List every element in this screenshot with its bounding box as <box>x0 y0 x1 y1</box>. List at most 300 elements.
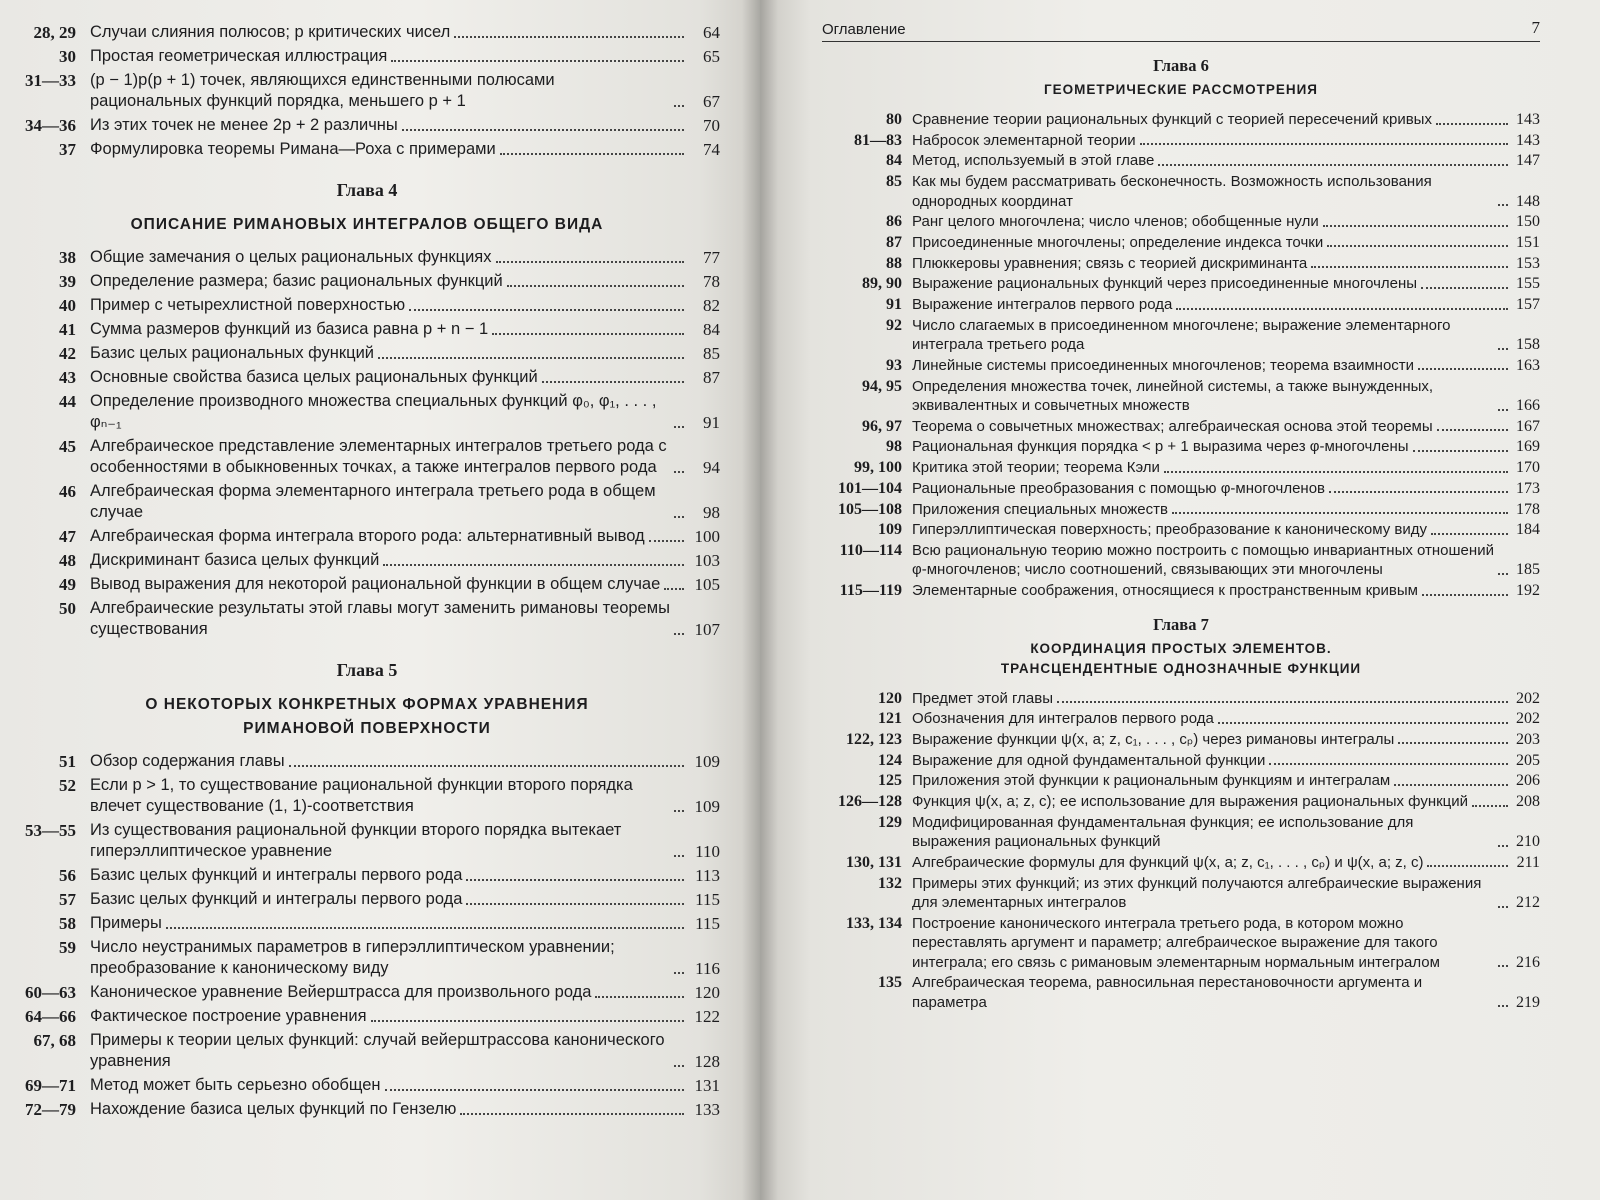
entry-title: Примеры к теории целых функций: случай вейерштрассова канонического уравнения <box>90 1031 665 1070</box>
page-reference: 167 <box>1516 417 1540 435</box>
section-number: 91 <box>886 296 902 313</box>
toc-entry <box>14 820 720 862</box>
entry-body <box>90 820 720 862</box>
page-reference: 163 <box>1516 356 1540 374</box>
entry-title: Определения множества точек, линейной системы, а также вынужденных, эквивалентных и совычетных множеств <box>912 377 1434 415</box>
toc-entry <box>822 151 1540 171</box>
toc-entry <box>822 730 1540 750</box>
entry-title: Примеры этих функций; из этих функций получаются алгебраические выражения для элементарных интегралов <box>912 874 1482 912</box>
entry-title: Алгебраические результаты этой главы могут заменить римановы теоремы существования <box>90 599 670 638</box>
entry-title: Приложения специальных множеств <box>912 500 1168 518</box>
dot-leader <box>1158 164 1508 166</box>
toc-entry <box>14 550 720 571</box>
toc-entry <box>14 751 720 772</box>
entry-body <box>90 343 720 364</box>
entry-title: Если p > 1, то существование рациональной функции второго порядка влечет существование (1, 1)-соответствия <box>90 776 633 815</box>
entry-body <box>912 316 1540 355</box>
section-number: 48 <box>59 551 76 570</box>
chapter-7-heading <box>822 615 1540 679</box>
toc-entry <box>822 458 1540 478</box>
dot-leader <box>466 879 684 881</box>
section-number: 56 <box>59 866 76 885</box>
page-number: 7 <box>1531 18 1540 37</box>
page-reference: 151 <box>1516 233 1540 251</box>
dot-leader <box>1431 533 1508 535</box>
entry-title: Формулировка теоремы Римана—Роха с примерами <box>90 140 496 158</box>
dot-leader <box>1413 450 1508 452</box>
section-number: 98 <box>886 438 902 456</box>
entry-body <box>912 417 1540 437</box>
page-reference: 78 <box>703 272 720 291</box>
page-reference: 206 <box>1516 772 1540 790</box>
entry-title: Обозначения для интегралов первого рода <box>912 710 1214 728</box>
section-number: 42 <box>59 344 76 363</box>
section-number: 72—79 <box>25 1100 76 1119</box>
section-number: 58 <box>59 914 76 933</box>
entry-body <box>912 689 1540 709</box>
page-reference: 170 <box>1516 459 1540 477</box>
entry-title: Критика этой теории; теорема Кэли <box>912 459 1160 477</box>
section-number: 133, 134 <box>846 914 902 932</box>
entry-title: Теорема о совычетных множествах; алгебраическая основа этой теоремы <box>912 417 1433 435</box>
entry-body <box>90 139 720 160</box>
entry-title: Ранг целого многочлена; число членов; обобщенные нули <box>912 213 1319 231</box>
entry-title: Дискриминант базиса целых функций <box>90 551 380 569</box>
section-number: 41 <box>59 320 76 339</box>
section-number: 105—108 <box>838 500 902 518</box>
page-reference: 122 <box>694 1007 720 1026</box>
chapter-6-heading <box>822 56 1540 100</box>
toc-entry <box>822 377 1540 416</box>
section-number: 85 <box>886 173 902 191</box>
section-number: 50 <box>59 599 76 618</box>
page-reference: 202 <box>1516 689 1540 707</box>
entry-title: Определение размера; базис рациональных функций <box>90 272 503 290</box>
page-reference: 158 <box>1516 336 1540 354</box>
dot-leader <box>1421 287 1508 289</box>
section-number: 135 <box>878 974 902 992</box>
section-number: 130, 131 <box>846 853 902 871</box>
section-number: 120 <box>878 689 902 707</box>
page-reference: 91 <box>703 413 720 432</box>
dot-leader <box>1218 722 1508 724</box>
toc-entry <box>14 937 720 979</box>
page-reference: 131 <box>694 1076 720 1095</box>
section-number: 109 <box>878 521 902 539</box>
entry-title: Выражение для одной фундаментальной функции <box>912 751 1266 769</box>
chapter-title-line-2: ТРАНСЦЕНДЕНТНЫЕ ОДНОЗНАЧНЫЕ ФУНКЦИИ <box>1000 660 1362 676</box>
chapter-number: Глава 6 <box>1153 56 1209 75</box>
page-reference: 103 <box>694 551 720 570</box>
entry-body <box>90 295 720 316</box>
entry-title: Каноническое уравнение Вейерштрасса для произвольного рода <box>90 983 592 1001</box>
entry-body <box>90 481 720 523</box>
entry-title: Построение канонического интеграла третьего рода, в котором можно переставлять аргумент и параметр; алгебраическое выражение для такого интеграла; его связь с римановым элементарным нормальным интегралом <box>912 914 1440 971</box>
toc-entry <box>822 356 1540 376</box>
toc-entry <box>822 581 1540 601</box>
toc-group-right-2 <box>822 689 1540 1013</box>
entry-body <box>912 131 1540 151</box>
entry-body <box>90 319 720 340</box>
chapter-number: Глава 5 <box>336 660 398 680</box>
toc-entry <box>14 574 720 595</box>
entry-body <box>90 865 720 886</box>
running-header <box>822 18 1540 42</box>
toc-entry <box>14 22 720 43</box>
section-number: 81—83 <box>854 131 902 149</box>
dot-leader <box>1172 512 1508 514</box>
toc-entry <box>14 343 720 364</box>
dot-leader <box>1422 594 1508 596</box>
section-number: 80 <box>886 111 902 128</box>
section-number: 101—104 <box>838 479 902 497</box>
entry-body <box>90 22 720 43</box>
dot-leader <box>289 765 684 767</box>
page-reference: 192 <box>1516 582 1540 600</box>
dot-leader <box>1437 429 1508 431</box>
dot-leader <box>542 381 684 383</box>
page-reference: 109 <box>694 797 720 816</box>
page-reference: 74 <box>703 140 720 159</box>
entry-title: Примеры <box>90 914 162 932</box>
running-head-title: Оглавление <box>822 21 906 38</box>
toc-entry <box>822 874 1540 913</box>
toc-entry <box>14 46 720 67</box>
page-reference: 84 <box>703 320 720 339</box>
section-number: 51 <box>59 752 76 771</box>
page-reference: 110 <box>695 842 720 861</box>
dot-leader <box>492 333 684 335</box>
toc-entry <box>822 500 1540 520</box>
entry-title: Основные свойства базиса целых рациональных функций <box>90 368 538 386</box>
toc-group-right-1 <box>822 110 1540 601</box>
dot-leader <box>1436 123 1508 125</box>
entry-title: Определение производного множества специальных функций φ₀, φ₁, . . . , φₙ₋₁ <box>90 392 657 431</box>
toc-entry <box>14 889 720 910</box>
dot-leader <box>1498 204 1508 206</box>
section-number: 110—114 <box>839 541 902 559</box>
toc-entry <box>822 479 1540 499</box>
entry-body <box>912 295 1540 315</box>
dot-leader <box>383 564 684 566</box>
section-number: 34—36 <box>25 116 76 135</box>
page-reference: 82 <box>703 296 720 315</box>
chapter-title-line-1: О НЕКОТОРЫХ КОНКРЕТНЫХ ФОРМАХ УРАВНЕНИЯ <box>145 696 589 713</box>
section-number: 88 <box>886 254 902 272</box>
entry-body <box>912 254 1540 274</box>
entry-body <box>912 541 1540 580</box>
entry-body <box>912 771 1540 791</box>
toc-entry <box>14 295 720 316</box>
page-reference: 203 <box>1516 730 1540 748</box>
page-reference: 169 <box>1516 438 1540 456</box>
entry-title: Базис целых рациональных функций <box>90 344 375 362</box>
entry-body <box>912 973 1540 1012</box>
entry-title: Алгебраическая форма элементарного интеграла третьего рода в общем случае <box>90 482 656 521</box>
page-reference: 153 <box>1516 254 1540 272</box>
page-reference: 210 <box>1516 833 1540 851</box>
toc-entry <box>822 520 1540 540</box>
entry-title: Приложения этой функции к рациональным функциям и интегралам <box>912 772 1391 790</box>
dot-leader <box>1472 805 1508 807</box>
page-reference: 105 <box>694 575 720 594</box>
section-number: 64—66 <box>25 1007 76 1026</box>
entry-body <box>912 377 1540 416</box>
entry-title: Рациональная функция порядка < p + 1 выразима через φ-многочлены <box>912 438 1409 456</box>
dot-leader <box>454 36 684 38</box>
toc-entry <box>822 254 1540 274</box>
entry-body <box>912 458 1540 478</box>
entry-title: Базис целых функций и интегралы первого рода <box>90 890 463 908</box>
toc-entry <box>14 1030 720 1072</box>
dot-leader <box>1311 266 1508 268</box>
entry-title: Выражение интегралов первого рода <box>912 296 1173 313</box>
dot-leader <box>507 285 684 287</box>
page-reference: 64 <box>703 23 720 42</box>
toc-entry <box>822 172 1540 211</box>
section-number: 124 <box>878 751 902 769</box>
toc-entry <box>822 316 1540 355</box>
entry-title: Присоединенные многочлены; определение индекса точки <box>912 233 1324 251</box>
section-number: 28, 29 <box>33 23 76 42</box>
entry-body <box>90 775 720 817</box>
page-reference: 157 <box>1516 296 1540 313</box>
entry-title: Число слагаемых в присоединенном многочлене; выражение элементарного интеграла третьего рода <box>912 316 1451 354</box>
entry-title: Обзор содержания главы <box>90 752 285 770</box>
entry-body <box>912 479 1540 499</box>
section-number: 93 <box>886 356 902 374</box>
toc-entry <box>14 598 720 640</box>
entry-body <box>912 356 1540 376</box>
entry-title: Метод, используемый в этой главе <box>912 152 1155 170</box>
entry-body <box>912 172 1540 211</box>
toc-group-left-3 <box>14 751 720 1120</box>
chapter-title-line-1: КООРДИНАЦИЯ ПРОСТЫХ ЭЛЕМЕНТОВ. <box>1030 640 1332 656</box>
entry-body <box>912 874 1540 913</box>
entry-body <box>90 1006 720 1027</box>
toc-entry <box>14 247 720 268</box>
section-number: 122, 123 <box>846 730 902 748</box>
dot-leader <box>1498 573 1508 575</box>
page-reference: 120 <box>694 983 720 1002</box>
page-reference: 85 <box>703 344 720 363</box>
toc-entry <box>822 853 1540 873</box>
dot-leader <box>1057 701 1508 703</box>
chapter-title: ОПИСАНИЕ РИМАНОВЫХ ИНТЕГРАЛОВ ОБЩЕГО ВИДА <box>130 216 604 233</box>
entry-body <box>912 853 1540 873</box>
entry-body <box>90 751 720 772</box>
page-reference: 147 <box>1516 152 1540 170</box>
dot-leader <box>649 540 684 542</box>
entry-body <box>912 274 1540 294</box>
toc-entry <box>14 115 720 136</box>
entry-body <box>90 913 720 934</box>
toc-entry <box>822 295 1540 315</box>
entry-title: Предмет этой главы <box>912 689 1053 707</box>
entry-title: Из существования рациональной функции второго порядка вытекает гиперэллиптическое уравнение <box>90 821 622 860</box>
toc-entry <box>14 70 720 112</box>
section-number: 43 <box>59 368 76 387</box>
section-number: 99, 100 <box>854 459 902 477</box>
entry-body <box>90 247 720 268</box>
section-number: 57 <box>59 890 76 909</box>
page-reference: 87 <box>703 368 720 387</box>
entry-body <box>90 1075 720 1096</box>
toc-entry <box>822 541 1540 580</box>
entry-title: Всю рациональную теорию можно построить с помощью инвариантных отношений φ-многочленов; число соотношений, связывающих эти многочлены <box>912 541 1494 579</box>
dot-leader <box>1498 1005 1508 1007</box>
page-reference: 208 <box>1516 793 1540 810</box>
dot-leader <box>1323 225 1508 227</box>
page-reference: 216 <box>1516 953 1540 971</box>
dot-leader <box>1394 784 1508 786</box>
page-reference: 155 <box>1516 275 1540 293</box>
chapter-title: ГЕОМЕТРИЧЕСКИЕ РАССМОТРЕНИЯ <box>1043 82 1318 97</box>
entry-title: Базис целых функций и интегралы первого рода <box>90 866 463 884</box>
chapter-title-line-2: РИМАНОВОЙ ПОВЕРХНОСТИ <box>243 720 491 737</box>
page-reference: 116 <box>695 959 720 978</box>
page-reference: 173 <box>1516 479 1540 497</box>
entry-body <box>90 937 720 979</box>
page-reference: 205 <box>1516 751 1540 769</box>
page-reference: 202 <box>1516 710 1540 728</box>
entry-title: Сравнение теории рациональных функций с теорией пересечений кривых <box>912 111 1432 128</box>
page-reference: 211 <box>1516 853 1540 871</box>
toc-entry <box>14 1099 720 1120</box>
entry-body <box>912 110 1540 130</box>
dot-leader <box>1498 348 1508 350</box>
entry-body <box>90 889 720 910</box>
entry-title: Метод может быть серьезно обобщен <box>90 1076 381 1094</box>
page-reference: 113 <box>695 866 720 885</box>
toc-entry <box>14 526 720 547</box>
entry-title: Элементарные соображения, относящиеся к пространственным кривым <box>912 582 1418 600</box>
section-number: 44 <box>59 392 76 411</box>
section-number: 86 <box>886 213 902 231</box>
section-number: 46 <box>59 482 76 501</box>
dot-leader <box>1164 471 1508 473</box>
dot-leader <box>1418 368 1508 370</box>
toc-entry <box>822 274 1540 294</box>
dot-leader <box>1498 965 1508 967</box>
page-reference: 185 <box>1516 561 1540 579</box>
dot-leader <box>674 972 684 974</box>
section-number: 96, 97 <box>862 417 902 435</box>
page-reference: 148 <box>1516 192 1540 210</box>
section-number: 39 <box>59 272 76 291</box>
entry-body <box>912 437 1540 457</box>
entry-body <box>912 233 1540 253</box>
entry-title: Простая геометрическая иллюстрация <box>90 47 388 65</box>
section-number: 126—128 <box>838 793 902 810</box>
section-number: 31—33 <box>25 71 76 90</box>
right-page <box>760 0 1600 1200</box>
page-reference: 70 <box>703 116 720 135</box>
dot-leader <box>466 903 684 905</box>
toc-entry <box>14 391 720 433</box>
section-number: 125 <box>878 772 902 790</box>
dot-leader <box>674 633 684 635</box>
section-number: 87 <box>886 233 902 251</box>
entry-body <box>912 581 1540 601</box>
entry-title: Гиперэллиптическая поверхность; преобразование к каноническому виду <box>912 521 1428 539</box>
entry-title: Выражение рациональных функций через присоединенные многочлены <box>912 275 1418 293</box>
entry-title: Как мы будем рассматривать бесконечность. Возможность использования однородных координат <box>912 173 1432 210</box>
entry-title: Алгебраическая теорема, равносильная перестановочности аргумента и параметра <box>912 974 1423 1011</box>
dot-leader <box>378 357 684 359</box>
dot-leader <box>1269 763 1508 765</box>
dot-leader <box>391 60 684 62</box>
entry-body <box>90 46 720 67</box>
toc-entry <box>14 139 720 160</box>
page-reference: 115 <box>695 890 720 909</box>
entry-body <box>90 526 720 547</box>
page-reference: 143 <box>1516 111 1540 128</box>
section-number: 94, 95 <box>862 377 902 395</box>
page-reference: 77 <box>703 248 720 267</box>
entry-title: Из этих точек не менее 2p + 2 различны <box>90 116 398 134</box>
section-number: 89, 90 <box>862 275 902 293</box>
dot-leader <box>166 927 684 929</box>
entry-body <box>90 271 720 292</box>
dot-leader <box>1176 308 1508 310</box>
dot-leader <box>674 105 684 107</box>
toc-entry <box>14 1006 720 1027</box>
toc-entry <box>822 973 1540 1012</box>
section-number: 30 <box>59 47 76 66</box>
entry-body <box>90 436 720 478</box>
toc-entry <box>14 481 720 523</box>
dot-leader <box>674 855 684 857</box>
entry-title: Набросок элементарной теории <box>912 131 1136 149</box>
section-number: 47 <box>59 527 76 546</box>
page-reference: 178 <box>1516 500 1540 518</box>
chapter-number: Глава 4 <box>336 180 398 200</box>
toc-entry <box>14 319 720 340</box>
entry-body <box>912 751 1540 771</box>
entry-title: Общие замечания о целых рациональных функциях <box>90 248 492 266</box>
dot-leader <box>500 153 684 155</box>
entry-body <box>90 1099 720 1120</box>
entry-body <box>90 70 720 112</box>
page-reference: 115 <box>695 914 720 933</box>
entry-title: (p − 1)p(p + 1) точек, являющихся единственными полюсами рациональных функций порядка, меньшего p + 1 <box>90 71 555 110</box>
entry-title: Модифицированная фундаментальная функция; ее использование для выражения рациональных функций <box>912 813 1414 851</box>
chapter-4-heading <box>14 180 720 237</box>
section-number: 40 <box>59 296 76 315</box>
toc-entry <box>822 751 1540 771</box>
toc-group-left-2 <box>14 247 720 640</box>
entry-title: Плюккеровы уравнения; связь с теорией дискриминанта <box>912 254 1308 272</box>
dot-leader <box>460 1113 684 1115</box>
toc-entry <box>14 775 720 817</box>
toc-entry <box>14 436 720 478</box>
section-number: 132 <box>878 874 902 892</box>
entry-body <box>90 391 720 433</box>
entry-body <box>90 115 720 136</box>
entry-body <box>90 1030 720 1072</box>
section-number: 37 <box>59 140 76 159</box>
page-reference: 128 <box>694 1052 720 1071</box>
toc-entry <box>822 709 1540 729</box>
section-number: 59 <box>59 938 76 957</box>
entry-body <box>90 550 720 571</box>
toc-entry <box>822 110 1540 130</box>
dot-leader <box>1498 906 1508 908</box>
section-number: 38 <box>59 248 76 267</box>
entry-body <box>90 598 720 640</box>
page-reference: 212 <box>1516 894 1540 912</box>
